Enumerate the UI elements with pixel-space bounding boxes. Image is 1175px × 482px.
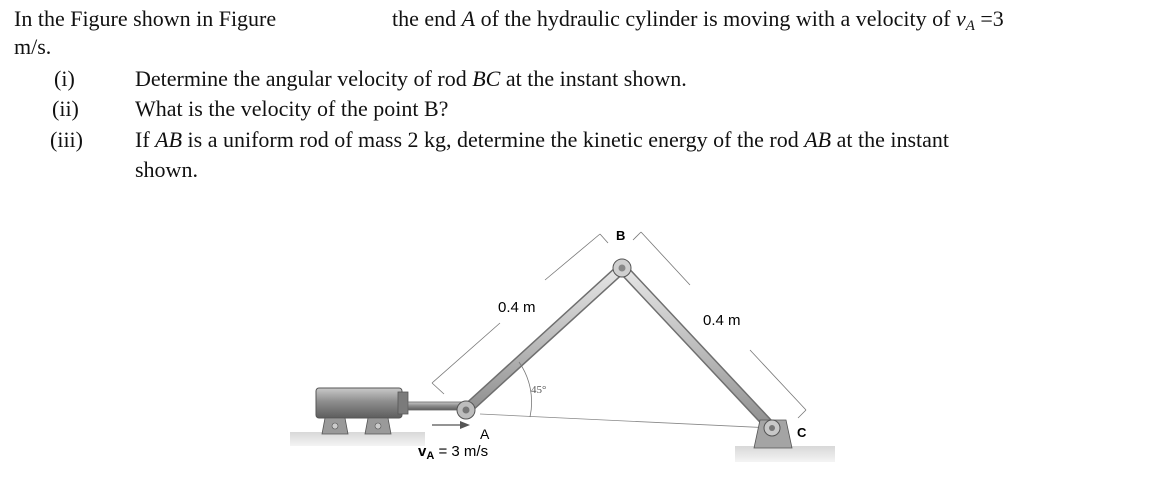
item-3-ital: AB xyxy=(155,127,183,152)
velocity-symbol: v xyxy=(418,443,427,460)
label-b: B xyxy=(616,228,626,243)
intro-v-subscript: A xyxy=(965,18,975,34)
intro-point-a: A xyxy=(461,6,476,31)
label-a: A xyxy=(480,426,490,442)
ground-left xyxy=(290,432,425,446)
hydraulic-cylinder xyxy=(316,388,466,434)
item-1-pre: Determine the angular velocity of rod xyxy=(135,66,473,91)
velocity-label xyxy=(418,443,488,462)
intro-right-post: =3 xyxy=(974,6,1004,31)
dimension-ab-label: 0.4 m xyxy=(498,299,536,316)
angle-label: 45° xyxy=(531,384,547,396)
item-number-3: (iii) xyxy=(50,127,83,152)
item-number-2: (ii) xyxy=(52,96,79,121)
item-3-pre: If xyxy=(135,127,156,152)
velocity-arrow xyxy=(432,421,470,429)
units-line: m/s. xyxy=(14,34,52,59)
item-text-3-cont: shown. xyxy=(135,157,198,182)
reference-line xyxy=(480,414,772,428)
item-3-post2: at the instant xyxy=(831,127,950,152)
intro-v-symbol: v xyxy=(955,6,966,31)
support-c xyxy=(754,420,792,448)
rod-bc xyxy=(622,268,772,428)
item-text-2: What is the velocity of the point B? xyxy=(135,96,449,121)
intro-right-mid: of the hydraulic cylinder is moving with a velocity of xyxy=(475,6,956,31)
item-number-1: (i) xyxy=(54,66,75,91)
label-c: C xyxy=(797,425,807,440)
item-1-post: at the instant shown. xyxy=(500,66,687,91)
intro-right-pre: the end xyxy=(392,6,462,31)
pin-b xyxy=(613,259,631,277)
item-1-ital: BC xyxy=(472,66,501,91)
intro-left: In the Figure shown in Figure xyxy=(14,6,277,31)
angle-arc xyxy=(519,362,532,417)
item-3-ital2: AB xyxy=(804,127,832,152)
velocity-value: = 3 m/s xyxy=(434,443,489,460)
item-3-post: is a uniform rod of mass 2 kg, determine the kinetic energy of the rod xyxy=(182,127,805,152)
velocity-subscript: A xyxy=(426,450,435,462)
dimension-bc-label: 0.4 m xyxy=(703,312,741,329)
pin-a xyxy=(457,401,475,419)
